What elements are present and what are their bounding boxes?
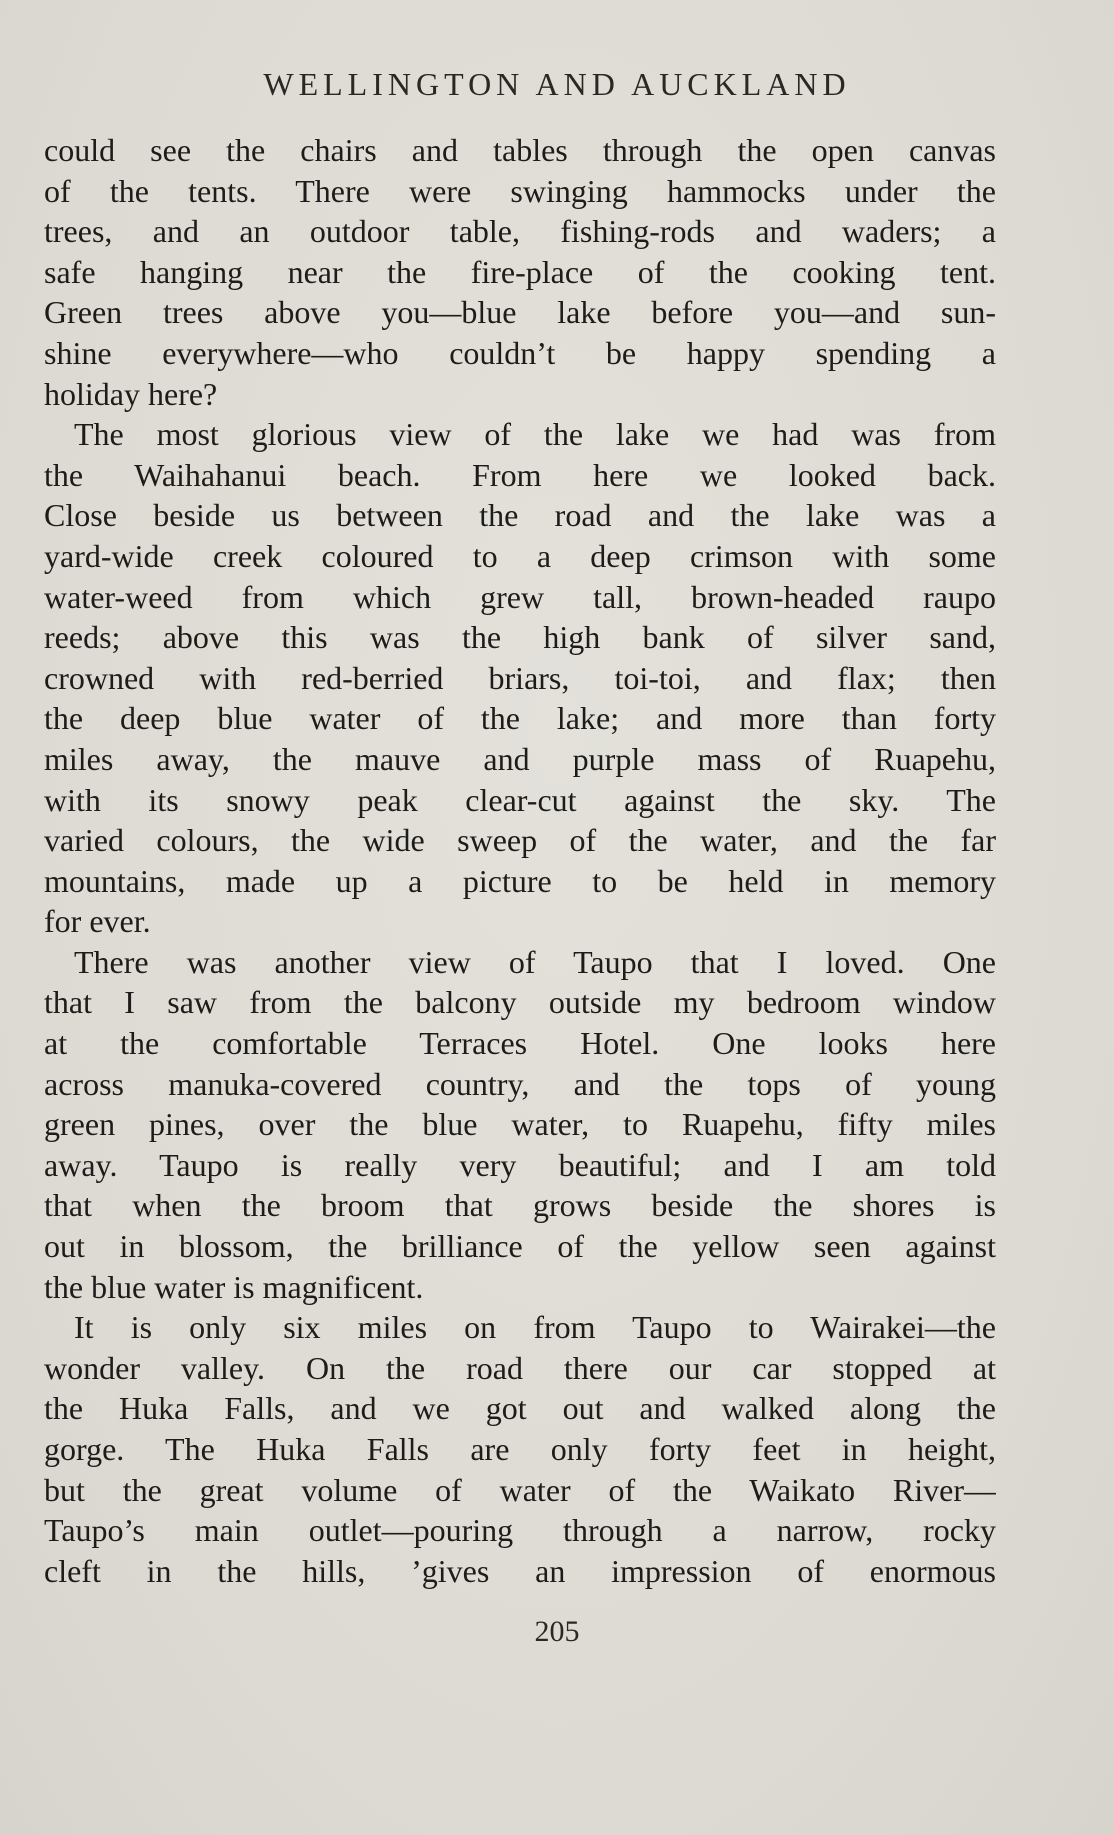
text-line: mountains, made up a picture to be held in memory	[44, 862, 996, 899]
text-line: gorge. The Huka Falls are only forty feet in height,	[44, 1431, 996, 1467]
text-line: for ever.	[44, 903, 151, 940]
text-line: the Waihahanui beach. From here we looked back.	[44, 456, 996, 493]
text-line: miles away, the mauve and purple mass of Ruapehu,	[44, 740, 996, 777]
text-line: crowned with red-berried briars, toi-toi, and flax; then	[44, 659, 996, 696]
text-line: away. Taupo is really very beautiful; and I am told	[44, 1146, 996, 1183]
text-line: shine everywhere—who couldn’t be happy spending a	[44, 334, 996, 371]
text-line: could see the chairs and tables through the open canvas	[44, 132, 996, 168]
text-line: varied colours, the wide sweep of the water, and the far	[44, 822, 996, 859]
paragraph-first-line: There was another view of Taupo that I loved. One	[74, 943, 996, 980]
text-line: with its snowy peak clear-cut against the sky. The	[44, 781, 996, 818]
text-line: safe hanging near the fire-place of the cooking tent.	[44, 253, 996, 290]
text-line: that I saw from the balcony outside my bedroom window	[44, 984, 996, 1021]
text-line: but the great volume of water of the Waikato River—	[44, 1471, 996, 1508]
text-line: of the tents. There were swinging hammocks under the	[44, 172, 996, 209]
running-head: WELLINGTON AND AUCKLAND	[263, 66, 851, 102]
text-line: the blue water is magnificent.	[44, 1268, 424, 1305]
text-line: wonder valley. On the road there our car stopped at	[44, 1349, 996, 1386]
text-line: the Huka Falls, and we got out and walked along the	[44, 1390, 996, 1427]
text-line: yard-wide creek coloured to a deep crimson with some	[44, 537, 996, 574]
text-line: across manuka-covered country, and the tops of young	[44, 1065, 996, 1102]
text-line: holiday here?	[44, 375, 218, 412]
paragraph-first-line: It is only six miles on from Taupo to Wairakei—the	[74, 1309, 996, 1346]
text-line: reeds; above this was the high bank of silver sand,	[44, 619, 996, 656]
text-line: green pines, over the blue water, to Ruapehu, fifty miles	[44, 1106, 996, 1143]
text-line: Taupo’s main outlet—pouring through a narrow, rocky	[44, 1512, 996, 1549]
paragraph-first-line: The most glorious view of the lake we had was from	[74, 416, 996, 453]
text-line: trees, and an outdoor table, fishing-rods and waders; a	[44, 213, 996, 250]
text-line: at the comfortable Terraces Hotel. One looks here	[44, 1025, 996, 1062]
text-line: Close beside us between the road and the lake was a	[44, 497, 996, 534]
text-line: the deep blue water of the lake; and more than forty	[44, 700, 996, 737]
page-number: 205	[534, 1615, 580, 1648]
text-line: water-weed from which grew tall, brown-headed raupo	[44, 578, 996, 615]
text-line: cleft in the hills, ’gives an impression of enormous	[44, 1552, 996, 1589]
body-text	[44, 130, 996, 1591]
text-line: that when the broom that grows beside the shores is	[44, 1187, 996, 1224]
text-line: Green trees above you—blue lake before you—and sun-	[44, 294, 996, 331]
text-line: out in blossom, the brilliance of the yellow seen against	[44, 1228, 996, 1265]
